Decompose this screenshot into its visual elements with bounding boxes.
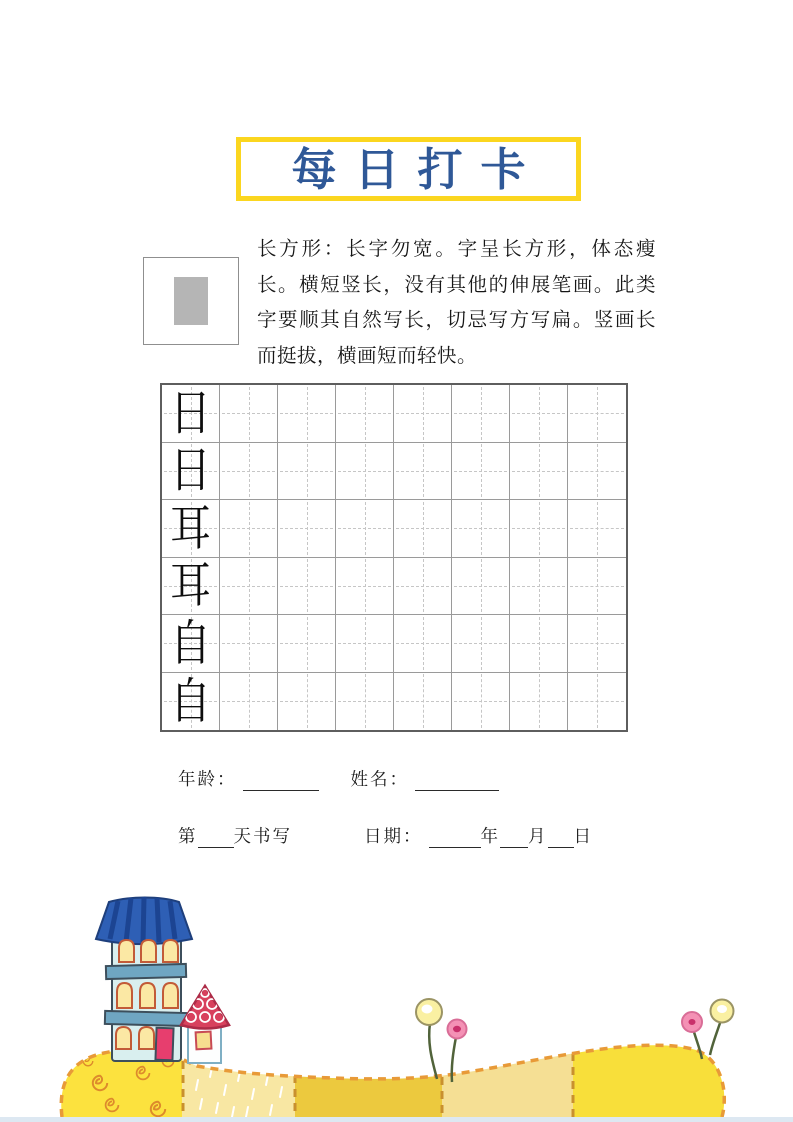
page-title: 每日打卡 — [291, 142, 544, 196]
practice-cell — [336, 615, 394, 673]
practice-cell — [452, 385, 510, 443]
practice-cell — [278, 500, 336, 558]
age-label: 年龄： — [178, 770, 237, 790]
flowers-left — [416, 999, 467, 1082]
month-label: 月 — [528, 827, 548, 847]
practice-grid — [160, 383, 628, 732]
practice-cell — [510, 443, 568, 501]
form-line-day-date — [178, 823, 593, 848]
tall-building-illustration — [96, 897, 192, 1061]
name-blank-line — [415, 773, 499, 791]
month-blank-line — [500, 830, 528, 848]
practice-cell — [452, 558, 510, 616]
day-number-blank-line — [198, 830, 234, 848]
practice-cell — [394, 673, 452, 731]
model-character: 日 — [170, 441, 211, 499]
model-character: 耳 — [170, 499, 211, 556]
practice-cell — [278, 385, 336, 443]
practice-cell — [452, 673, 510, 731]
practice-cell — [510, 385, 568, 443]
practice-cell — [568, 385, 626, 443]
practice-cell — [336, 385, 394, 443]
practice-cell — [220, 443, 278, 501]
practice-cell — [452, 500, 510, 558]
day-prefix-label: 第 — [178, 827, 198, 847]
practice-cell — [394, 443, 452, 501]
bottom-strip — [0, 1117, 793, 1122]
model-character: 自 — [170, 672, 211, 729]
practice-cell — [510, 615, 568, 673]
model-character-cell — [162, 443, 220, 501]
year-label: 年 — [480, 827, 500, 847]
practice-cell — [394, 558, 452, 616]
practice-cell — [278, 615, 336, 673]
practice-cell — [336, 500, 394, 558]
year-blank-line — [429, 830, 481, 848]
date-day-label: 日 — [573, 827, 593, 847]
age-blank-line — [243, 773, 319, 791]
name-label: 姓名： — [350, 770, 409, 790]
date-label: 日期： — [364, 827, 423, 847]
practice-cell — [568, 673, 626, 731]
model-character: 日 — [170, 384, 211, 441]
practice-cell — [220, 500, 278, 558]
practice-cell — [278, 443, 336, 501]
practice-cell — [452, 615, 510, 673]
model-character-cell — [162, 673, 220, 731]
practice-cell — [220, 615, 278, 673]
model-character-cell — [162, 500, 220, 558]
example-image-box — [143, 257, 239, 345]
bottom-illustration — [0, 877, 793, 1122]
model-character-cell — [162, 558, 220, 616]
practice-cell — [336, 443, 394, 501]
practice-cell — [336, 673, 394, 731]
form-line-age-name — [178, 766, 499, 791]
practice-cell — [568, 500, 626, 558]
practice-cell — [510, 673, 568, 731]
date-day-blank-line — [548, 830, 574, 848]
model-character-cell — [162, 385, 220, 443]
practice-cell — [336, 558, 394, 616]
practice-cell — [220, 673, 278, 731]
practice-cell — [220, 558, 278, 616]
house-window — [196, 1032, 212, 1050]
example-image-placeholder — [174, 277, 208, 325]
model-character: 耳 — [170, 556, 211, 614]
practice-cell — [394, 385, 452, 443]
practice-cell — [394, 615, 452, 673]
model-character: 自 — [170, 614, 211, 671]
practice-cell — [394, 500, 452, 558]
model-character-cell — [162, 615, 220, 673]
small-house-illustration — [181, 986, 229, 1063]
practice-cell — [510, 558, 568, 616]
day-suffix-label: 天书写 — [233, 827, 292, 847]
practice-cell — [452, 443, 510, 501]
practice-cell — [568, 443, 626, 501]
practice-cell — [568, 558, 626, 616]
practice-cell — [278, 673, 336, 731]
title-banner — [236, 137, 581, 201]
instruction-paragraph: 长方形：长字勿宽。字呈长方形，体态瘦长。横短竖长，没有其他的伸展笔画。此类字要顺其自然写长，切忌写方写扁。竖画长而挺拔，横画短而轻快。 — [257, 237, 656, 367]
practice-cell — [568, 615, 626, 673]
practice-cell — [510, 500, 568, 558]
practice-cell — [220, 385, 278, 443]
building-door — [155, 1028, 173, 1061]
practice-cell — [278, 558, 336, 616]
